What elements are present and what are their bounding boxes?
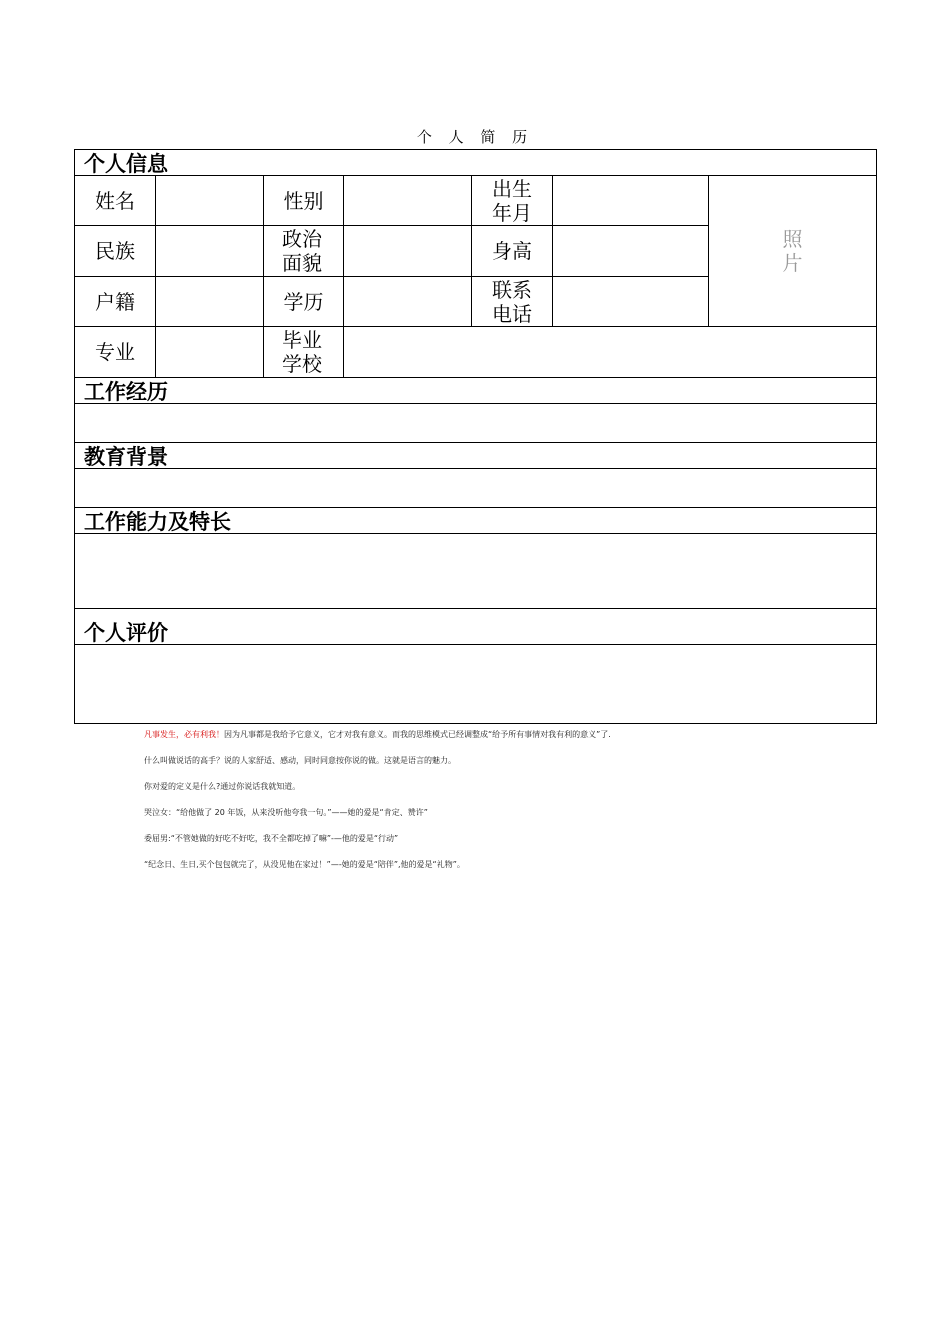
document-title: 个 人 简 历 — [416, 128, 534, 146]
label-phone-line1: 联系 — [492, 277, 532, 302]
field-hukou[interactable] — [156, 277, 264, 327]
label-birth-line1: 出生 — [492, 176, 532, 201]
field-gender[interactable] — [344, 176, 472, 226]
label-ethnicity: 民族 — [75, 226, 156, 277]
photo-placeholder[interactable] — [709, 176, 877, 327]
note-line-1-text: 因为凡事都是我给予它意义，它才对我有意义。而我的思维模式已经调整成“给予所有事情对我有利的意义”了. — [224, 730, 611, 739]
field-school[interactable] — [344, 327, 877, 378]
section-personal-info: 个人信息 — [75, 150, 877, 176]
field-political[interactable] — [344, 226, 472, 277]
section-education: 教育背景 — [75, 443, 877, 469]
photo-label-line1: 照 — [782, 227, 803, 251]
field-major[interactable] — [156, 327, 264, 378]
note-line-1-highlight: 凡事发生，必有利我！ — [144, 730, 224, 739]
label-school-line1: 毕业 — [282, 328, 322, 352]
field-education[interactable] — [75, 469, 877, 508]
label-name: 姓名 — [75, 176, 156, 226]
notes-block — [144, 730, 844, 886]
field-skills[interactable] — [75, 534, 877, 609]
field-birth[interactable] — [553, 176, 709, 226]
field-degree[interactable] — [344, 277, 472, 327]
section-evaluation: 个人评价 — [75, 609, 877, 645]
label-major: 专业 — [75, 327, 156, 378]
label-political — [264, 226, 344, 277]
photo-label-line2: 片 — [782, 251, 803, 275]
label-birth — [472, 176, 553, 226]
label-political-line1: 政治 — [282, 227, 322, 251]
note-line-3: 你对爱的定义是什么?通过你说话我就知道。 — [144, 782, 301, 791]
label-degree: 学历 — [264, 277, 344, 327]
field-height[interactable] — [553, 226, 709, 277]
section-skills: 工作能力及特长 — [75, 508, 877, 534]
label-political-line2: 面貌 — [282, 251, 322, 275]
resume-table — [74, 149, 877, 724]
label-birth-line2: 年月 — [492, 200, 532, 225]
label-hukou: 户籍 — [75, 277, 156, 327]
field-work-experience[interactable] — [75, 404, 877, 443]
section-work-experience: 工作经历 — [75, 378, 877, 404]
label-school — [264, 327, 344, 378]
field-phone[interactable] — [553, 277, 709, 327]
note-line-2: 什么叫做说话的高手？说的人家舒适、感动，同时同意按你说的做。这就是语言的魅力。 — [144, 756, 456, 765]
label-school-line2: 学校 — [282, 352, 322, 376]
field-name[interactable] — [156, 176, 264, 226]
note-line-5: 委屈男:“不管她做的好吃不好吃，我不全都吃掉了嘛”-—他的爱是“行动” — [144, 834, 399, 843]
note-line-4: 哭泣女：“给他做了 20 年饭，从来没听他夸我一句。”——她的爱是“肯定、赞许” — [144, 808, 428, 817]
label-gender: 性别 — [264, 176, 344, 226]
field-ethnicity[interactable] — [156, 226, 264, 277]
field-evaluation[interactable] — [75, 645, 877, 724]
label-height: 身高 — [472, 226, 553, 277]
note-line-1 — [144, 730, 844, 740]
note-line-6: “纪念日、生日,买个包包就完了，从没见他在家过！”—-她的爱是“陪伴”,他的爱是“礼物”。 — [144, 860, 465, 869]
label-phone — [472, 277, 553, 327]
label-phone-line2: 电话 — [492, 301, 532, 326]
